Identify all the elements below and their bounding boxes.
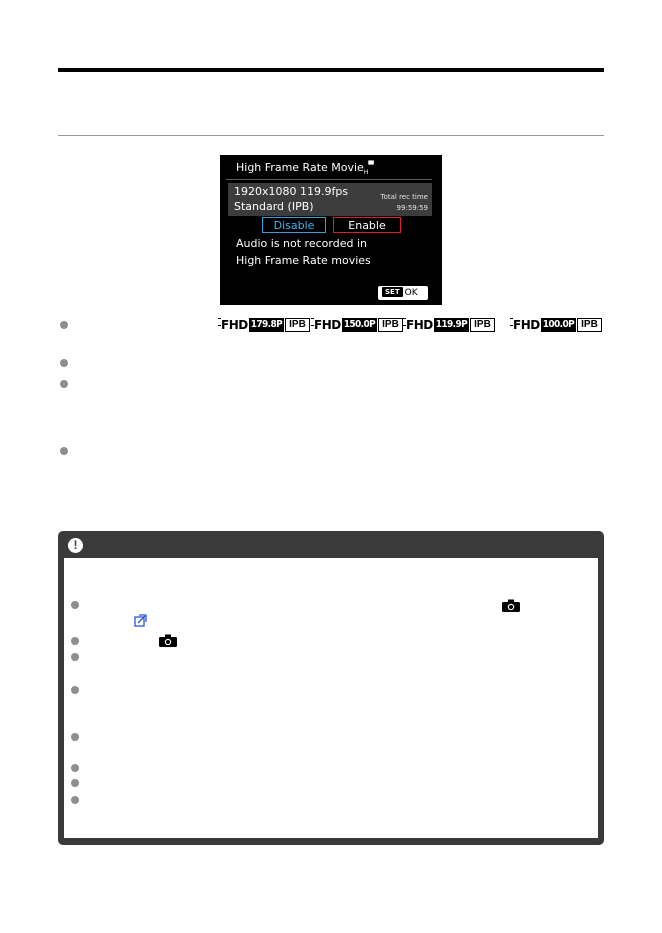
quality-text: Standard (IPB) [234, 200, 314, 213]
camera-menu-screen [220, 155, 442, 305]
recording-info-box [228, 183, 432, 216]
bullet [60, 321, 68, 329]
ok-label: OK [404, 288, 418, 298]
rec-time-value: 99:59:59 [396, 204, 428, 212]
movie-format-icon: FHD 119.9P IPB [403, 317, 495, 332]
movie-format-icon: FHD 150.0P IPB [311, 317, 403, 332]
bullet [60, 359, 68, 367]
bullet [71, 637, 79, 645]
screen-title: High Frame Rate Movie$_H$▀ [236, 161, 374, 177]
link-icon[interactable] [134, 613, 148, 627]
set-button-label: SET [382, 287, 403, 297]
message-line-2: High Frame Rate movies [236, 254, 371, 267]
bullet [71, 764, 79, 772]
enable-button[interactable]: Enable [333, 217, 401, 233]
message-line-1: Audio is not recorded in [236, 237, 367, 250]
bullet [71, 733, 79, 741]
bullet [71, 779, 79, 787]
bullet [71, 601, 79, 609]
rec-time-label: Total rec time [380, 193, 428, 201]
bullet [71, 686, 79, 694]
movie-indicator-icon: ▀ [368, 161, 374, 169]
set-ok-button[interactable] [378, 286, 428, 300]
exclamation-icon: ! [68, 538, 83, 553]
disable-button[interactable]: Disable [262, 217, 326, 233]
movie-format-icon: FHD 100.0P IPB [510, 317, 602, 332]
bullet [71, 796, 79, 804]
bullet [60, 380, 68, 388]
title-underline [226, 179, 432, 180]
movie-format-icon: FHD 179.8P IPB [218, 317, 310, 332]
bullet [60, 447, 68, 455]
resolution-text: 1920x1080 119.9fps [234, 185, 349, 198]
top-rule [58, 68, 604, 72]
bullet [71, 653, 79, 661]
camera-icon [159, 634, 177, 647]
camera-icon [502, 599, 520, 612]
section-rule [58, 135, 604, 136]
